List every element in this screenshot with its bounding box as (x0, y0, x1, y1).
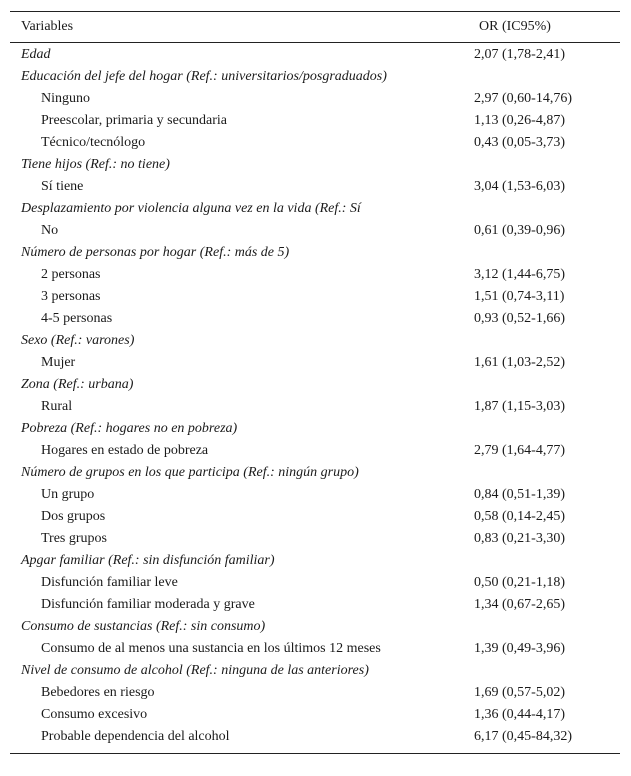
table-row (10, 88, 620, 110)
table-header (10, 12, 620, 42)
category-row (10, 418, 620, 440)
category-row (10, 550, 620, 572)
or-value: 0,58 (0,14-2,45) (474, 509, 565, 524)
category-row (10, 44, 620, 66)
table-row (10, 264, 620, 286)
row-label: Sí tiene (41, 179, 84, 194)
category-label: Sexo (Ref.: varones) (21, 333, 135, 348)
table-row (10, 484, 620, 506)
row-label: Preescolar, primaria y secundaria (41, 113, 228, 128)
row-label: Bebedores en riesgo (41, 685, 155, 700)
or-value: 3,12 (1,44-6,75) (474, 267, 565, 282)
or-value: 0,93 (0,52-1,66) (474, 311, 565, 326)
or-value: 1,39 (0,49-3,96) (474, 641, 565, 656)
or-value: 1,51 (0,74-3,11) (474, 289, 565, 304)
or-value: 1,87 (1,15-3,03) (474, 399, 565, 414)
or-value: 0,84 (0,51-1,39) (474, 487, 565, 502)
table-row (10, 352, 620, 374)
or-value: 6,17 (0,45-84,32) (474, 729, 572, 744)
row-label: 4-5 personas (41, 311, 113, 326)
header-variables: Variables (21, 19, 74, 34)
odds-ratio-table (10, 11, 620, 754)
or-value: 1,61 (1,03-2,52) (474, 355, 565, 370)
table-row (10, 396, 620, 418)
category-label: Educación del jefe del hogar (Ref.: universitarios/posgraduados) (21, 69, 387, 84)
row-label: Un grupo (41, 487, 95, 502)
or-value: 1,36 (0,44-4,17) (474, 707, 565, 722)
table-row (10, 704, 620, 726)
table-row (10, 528, 620, 550)
or-value: 0,83 (0,21-3,30) (474, 531, 565, 546)
table-row (10, 132, 620, 154)
or-value: 3,04 (1,53-6,03) (474, 179, 565, 194)
row-label: Consumo excesivo (41, 707, 148, 722)
category-label: Número de grupos en los que participa (Ref.: ningún grupo) (21, 465, 359, 480)
row-label: Probable dependencia del alcohol (41, 729, 230, 744)
table-row (10, 506, 620, 528)
or-value: 0,61 (0,39-0,96) (474, 223, 565, 238)
or-value: 2,07 (1,78-2,41) (474, 47, 565, 62)
category-row (10, 616, 620, 638)
category-label: Tiene hijos (Ref.: no tiene) (21, 157, 170, 172)
table-row (10, 638, 620, 660)
table-row (10, 176, 620, 198)
category-label: Pobreza (Ref.: hogares no en pobreza) (21, 421, 238, 436)
category-label: Desplazamiento por violencia alguna vez en la vida (Ref.: Sí (21, 201, 361, 216)
table-row (10, 286, 620, 308)
or-value: 2,79 (1,64-4,77) (474, 443, 565, 458)
row-label: Mujer (41, 355, 76, 370)
row-label: Ninguno (41, 91, 90, 106)
table-body (10, 43, 620, 753)
category-label: Apgar familiar (Ref.: sin disfunción familiar) (21, 553, 275, 568)
bottom-rule (10, 753, 620, 754)
row-label: Disfunción familiar moderada y grave (41, 597, 255, 612)
table-row (10, 726, 620, 748)
row-label: Consumo de al menos una sustancia en los últimos 12 meses (41, 641, 381, 656)
header-or: OR (IC95%) (479, 19, 551, 34)
row-label: Hogares en estado de pobreza (41, 443, 209, 458)
table-row (10, 572, 620, 594)
or-value: 1,69 (0,57-5,02) (474, 685, 565, 700)
category-label: Número de personas por hogar (Ref.: más de 5) (21, 245, 290, 260)
table-row (10, 594, 620, 616)
row-label: Dos grupos (41, 509, 106, 524)
table-row (10, 308, 620, 330)
table-row (10, 110, 620, 132)
row-label: 2 personas (41, 267, 101, 282)
or-value: 1,13 (0,26-4,87) (474, 113, 565, 128)
category-row (10, 660, 620, 682)
table-row (10, 682, 620, 704)
category-row (10, 66, 620, 88)
row-label: Tres grupos (41, 531, 107, 546)
row-label: No (41, 223, 59, 238)
table-row (10, 440, 620, 462)
category-row (10, 330, 620, 352)
table-row (10, 220, 620, 242)
category-row (10, 198, 620, 220)
category-row (10, 462, 620, 484)
or-value: 2,97 (0,60-14,76) (474, 91, 572, 106)
category-row (10, 154, 620, 176)
row-label: 3 personas (41, 289, 101, 304)
row-label: Técnico/tecnólogo (41, 135, 146, 150)
category-row (10, 374, 620, 396)
category-label: Consumo de sustancias (Ref.: sin consumo) (21, 619, 266, 634)
or-value: 0,43 (0,05-3,73) (474, 135, 565, 150)
category-label: Edad (21, 47, 51, 62)
category-label: Zona (Ref.: urbana) (21, 377, 134, 392)
or-value: 0,50 (0,21-1,18) (474, 575, 565, 590)
row-label: Disfunción familiar leve (41, 575, 178, 590)
category-row (10, 242, 620, 264)
or-value: 1,34 (0,67-2,65) (474, 597, 565, 612)
category-label: Nivel de consumo de alcohol (Ref.: ninguna de las anteriores) (21, 663, 369, 678)
row-label: Rural (41, 399, 73, 414)
